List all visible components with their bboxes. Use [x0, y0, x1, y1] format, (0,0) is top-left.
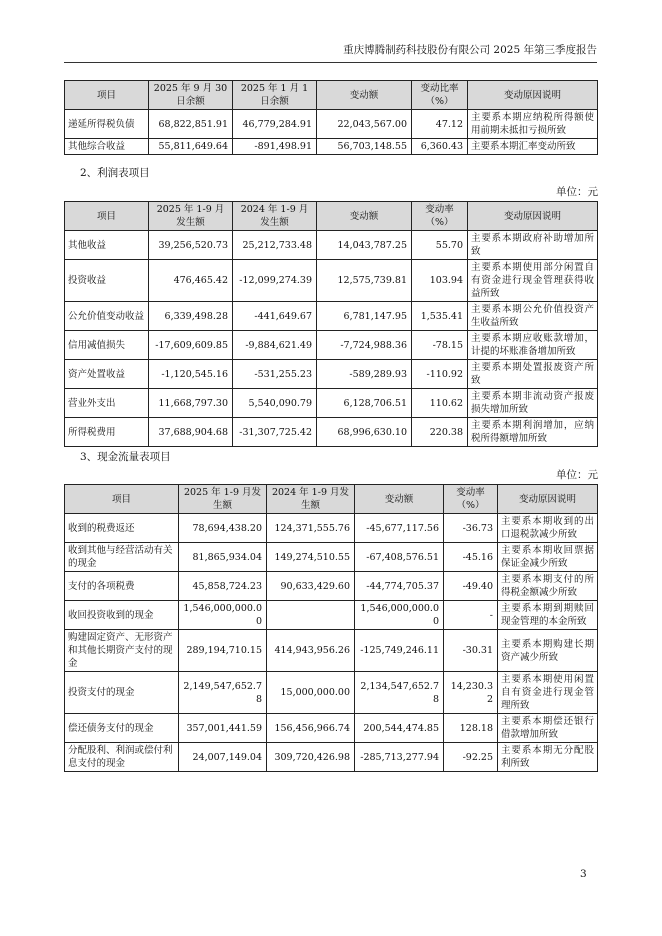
- column-header: 项目: [65, 485, 179, 514]
- unit-label-income: 单位：元: [556, 186, 598, 198]
- value-cell: 81,865,934.04: [179, 543, 267, 572]
- value-cell: -: [444, 601, 498, 630]
- column-header: 项目: [65, 202, 149, 231]
- reason-cell: 主要系本期使用部分闲置自有资金进行现金管理获得收益所致: [468, 260, 598, 302]
- reason-cell: 主要系本期到期赎回现金管理的本金所致: [498, 601, 598, 630]
- value-cell: 15,000,000.00: [267, 672, 355, 714]
- reason-cell: 主要系本期偿还银行借款增加所致: [498, 714, 598, 743]
- value-cell: -12,099,274.39: [233, 260, 317, 302]
- reason-cell: 主要系本期购建长期资产减少所致: [498, 630, 598, 672]
- table-row: [65, 514, 598, 543]
- value-cell: 6,339,498.28: [149, 302, 233, 331]
- value-cell: -92.25: [444, 743, 498, 772]
- reason-cell: 主要系本期应收账款增加，计提的坏账准备增加所致: [468, 331, 598, 360]
- reason-cell: 主要系本期非流动资产报废损失增加所致: [468, 389, 598, 418]
- reason-cell: 主要系本期利润增加，应纳税所得额增加所致: [468, 418, 598, 447]
- value-cell: 68,822,851.91: [149, 110, 233, 139]
- row-label-cell: 支付的各项税费: [65, 572, 179, 601]
- column-header: 变动原因说明: [468, 81, 598, 110]
- balance-sheet-table: [64, 80, 598, 155]
- row-label-cell: 信用减值损失: [65, 331, 149, 360]
- table-row: [65, 260, 598, 302]
- value-cell: 5,540,090.79: [233, 389, 317, 418]
- value-cell: 2,134,547,652.78: [355, 672, 444, 714]
- value-cell: 55,811,649.64: [149, 139, 233, 155]
- value-cell: 220.38: [412, 418, 468, 447]
- value-cell: 103.94: [412, 260, 468, 302]
- value-cell: 37,688,904.68: [149, 418, 233, 447]
- table-row: [65, 630, 598, 672]
- table-row: [65, 743, 598, 772]
- table-row: [65, 331, 598, 360]
- reason-cell: 主要系本期使用闲置自有资金进行现金管理所致: [498, 672, 598, 714]
- row-label-cell: 递延所得税负债: [65, 110, 149, 139]
- value-cell: 1,546,000,000.00: [179, 601, 267, 630]
- reason-cell: 主要系本期政府补助增加所致: [468, 231, 598, 260]
- column-header: 变动率（%）: [412, 202, 468, 231]
- row-label-cell: 公允价值变动收益: [65, 302, 149, 331]
- reason-cell: 主要系本期应纳税所得额使用前期未抵扣亏损所致: [468, 110, 598, 139]
- row-label-cell: 投资支付的现金: [65, 672, 179, 714]
- value-cell: 476,465.42: [149, 260, 233, 302]
- value-cell: -30.31: [444, 630, 498, 672]
- reason-cell: 主要系本期处置报废资产所致: [468, 360, 598, 389]
- row-label-cell: 偿还债务支付的现金: [65, 714, 179, 743]
- column-header: 2024 年 1-9 月发生额: [233, 202, 317, 231]
- value-cell: 55.70: [412, 231, 468, 260]
- reason-cell: 主要系本期无分配股利所致: [498, 743, 598, 772]
- page-header: 重庆博腾制药科技股份有限公司 2025 年第三季度报告: [64, 42, 597, 63]
- row-label-cell: 资产处置收益: [65, 360, 149, 389]
- value-cell: -285,713,277.94: [355, 743, 444, 772]
- value-cell: 24,007,149.04: [179, 743, 267, 772]
- value-cell: -49.40: [444, 572, 498, 601]
- column-header: 2025 年 1-9 月发生额: [179, 485, 267, 514]
- value-cell: 414,943,956.26: [267, 630, 355, 672]
- column-header: 变动额: [317, 81, 412, 110]
- value-cell: 6,360.43: [412, 139, 468, 155]
- value-cell: 22,043,567.00: [317, 110, 412, 139]
- value-cell: -110.92: [412, 360, 468, 389]
- value-cell: 68,996,630.10: [317, 418, 412, 447]
- value-cell: 90,633,429.60: [267, 572, 355, 601]
- section-title-cashflow: 3、现金流量表项目: [80, 451, 171, 463]
- value-cell: -891,498.91: [233, 139, 317, 155]
- value-cell: 14,043,787.25: [317, 231, 412, 260]
- value-cell: 25,212,733.48: [233, 231, 317, 260]
- row-label-cell: 其他收益: [65, 231, 149, 260]
- value-cell: -125,749,246.11: [355, 630, 444, 672]
- column-header: 2025 年 1 月 1 日余额: [233, 81, 317, 110]
- cash-flow-table: [64, 484, 598, 772]
- value-cell: 46,779,284.91: [233, 110, 317, 139]
- value-cell: -531,255.23: [233, 360, 317, 389]
- column-header: 2025 年 1-9 月发生额: [149, 202, 233, 231]
- table-header-row: [65, 485, 598, 514]
- table-row: [65, 360, 598, 389]
- value-cell: 200,544,474.85: [355, 714, 444, 743]
- value-cell: -589,289.93: [317, 360, 412, 389]
- row-label-cell: 分配股利、利润或偿付利息支付的现金: [65, 743, 179, 772]
- column-header: 2024 年 1-9 月发生额: [267, 485, 355, 514]
- value-cell: -78.15: [412, 331, 468, 360]
- value-cell: -67,408,576.51: [355, 543, 444, 572]
- value-cell: 47.12: [412, 110, 468, 139]
- row-label-cell: 营业外支出: [65, 389, 149, 418]
- value-cell: 6,781,147.95: [317, 302, 412, 331]
- column-header: 变动额: [317, 202, 412, 231]
- table-row: [65, 714, 598, 743]
- value-cell: 128.18: [444, 714, 498, 743]
- reason-cell: 主要系本期收到的出口退税款减少所致: [498, 514, 598, 543]
- value-cell: 357,001,441.59: [179, 714, 267, 743]
- row-label-cell: 投资收益: [65, 260, 149, 302]
- table-row: [65, 543, 598, 572]
- value-cell: 39,256,520.73: [149, 231, 233, 260]
- income-statement-table: [64, 201, 598, 447]
- value-cell: -17,609,609.85: [149, 331, 233, 360]
- value-cell: -31,307,725.42: [233, 418, 317, 447]
- value-cell: 309,720,426.98: [267, 743, 355, 772]
- value-cell: -36.73: [444, 514, 498, 543]
- table-row: [65, 572, 598, 601]
- reason-cell: 主要系本期收回票据保证金减少所致: [498, 543, 598, 572]
- table-header-row: [65, 202, 598, 231]
- row-label-cell: 收到的税费返还: [65, 514, 179, 543]
- column-header: 2025 年 9 月 30 日余额: [149, 81, 233, 110]
- table-row: [65, 389, 598, 418]
- table-row: [65, 110, 598, 139]
- row-label-cell: 收到其他与经营活动有关的现金: [65, 543, 179, 572]
- column-header: 变动率（%）: [444, 485, 498, 514]
- value-cell: -1,120,545.16: [149, 360, 233, 389]
- value-cell: 110.62: [412, 389, 468, 418]
- table-row: [65, 231, 598, 260]
- value-cell: 124,371,555.76: [267, 514, 355, 543]
- row-label-cell: 所得税费用: [65, 418, 149, 447]
- table-row: [65, 418, 598, 447]
- value-cell: -7,724,988.36: [317, 331, 412, 360]
- unit-label-cashflow: 单位：元: [556, 469, 598, 481]
- page-number: 3: [580, 868, 587, 880]
- column-header: 变动额: [355, 485, 444, 514]
- row-label-cell: 购建固定资产、无形资产和其他长期资产支付的现金: [65, 630, 179, 672]
- value-cell: 12,575,739.81: [317, 260, 412, 302]
- value-cell: 11,668,797.30: [149, 389, 233, 418]
- value-cell: -44,774,705.37: [355, 572, 444, 601]
- table-row: [65, 302, 598, 331]
- value-cell: -45.16: [444, 543, 498, 572]
- value-cell: 78,694,438.20: [179, 514, 267, 543]
- reason-cell: 主要系本期公允价值投资产生收益所致: [468, 302, 598, 331]
- table-row: [65, 139, 598, 155]
- value-cell: -45,677,117.56: [355, 514, 444, 543]
- column-header: 变动原因说明: [468, 202, 598, 231]
- value-cell: 6,128,706.51: [317, 389, 412, 418]
- value-cell: 149,274,510.55: [267, 543, 355, 572]
- reason-cell: 主要系本期支付的所得税金额减少所致: [498, 572, 598, 601]
- value-cell: 1,546,000,000.00: [355, 601, 444, 630]
- section-title-income: 2、利润表项目: [80, 167, 150, 179]
- value-cell: 56,703,148.55: [317, 139, 412, 155]
- value-cell: 2,149,547,652.78: [179, 672, 267, 714]
- value-cell: 156,456,966.74: [267, 714, 355, 743]
- value-cell: 14,230.32: [444, 672, 498, 714]
- value-cell: -9,884,621.49: [233, 331, 317, 360]
- table-header-row: [65, 81, 598, 110]
- value-cell: -441,649.67: [233, 302, 317, 331]
- value-cell: 45,858,724.23: [179, 572, 267, 601]
- value-cell: [267, 601, 355, 630]
- table-row: [65, 601, 598, 630]
- column-header: 项目: [65, 81, 149, 110]
- table-row: [65, 672, 598, 714]
- column-header: 变动原因说明: [498, 485, 598, 514]
- row-label-cell: 其他综合收益: [65, 139, 149, 155]
- value-cell: 1,535.41: [412, 302, 468, 331]
- column-header: 变动比率（%）: [412, 81, 468, 110]
- value-cell: 289,194,710.15: [179, 630, 267, 672]
- row-label-cell: 收回投资收到的现金: [65, 601, 179, 630]
- reason-cell: 主要系本期汇率变动所致: [468, 139, 598, 155]
